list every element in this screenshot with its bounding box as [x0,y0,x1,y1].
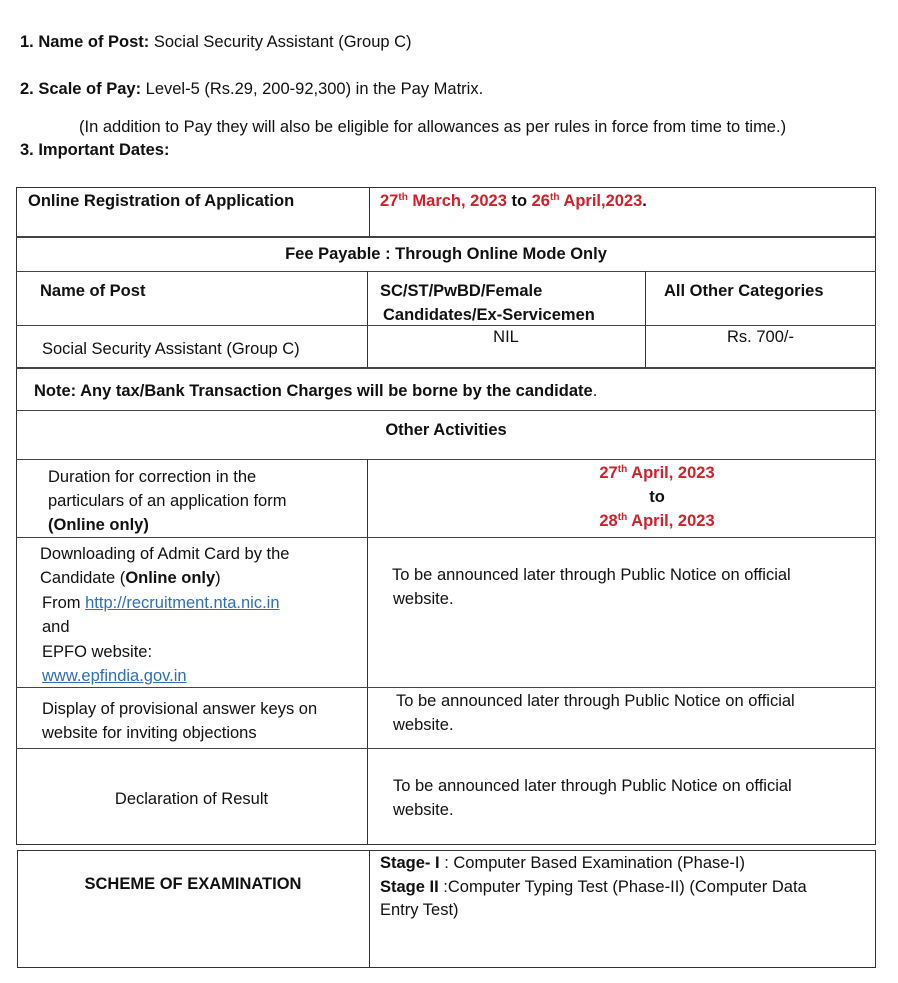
allowance-note: (In addition to Pay they will also be eligible for allowances as per rules in force from time to time.) [79,118,787,136]
fee-col-other-categories: All Other Categories [664,282,824,300]
admit-value-line2: website. [393,590,454,608]
fee-title: Fee Payable : Through Online Mode Only [285,245,607,263]
divider [16,748,876,749]
admit-label-line2 [40,566,221,590]
reg-start-day: 27 [380,192,399,210]
correction-from-day: 27 [599,464,618,482]
other-activities-title: Other Activities [385,421,507,439]
fee-col-name-of-post: Name of Post [40,282,146,300]
fee-note-text: Note: Any tax/Bank Transaction Charges will be borne by the candidate [34,382,593,400]
fee-row-others: Rs. 700/- [727,328,794,346]
admit-line2-pre: Candidate ( [40,569,126,587]
reg-connector: to [506,192,532,210]
divider [16,410,876,411]
admit-label-line3 [42,591,280,615]
registration-label: Online Registration of Application [28,192,295,210]
divider [16,687,876,688]
fee-row-reserved: NIL [493,328,519,346]
scale-of-pay-label: 2. Scale of Pay: [20,80,142,98]
admit-label-line1: Downloading of Admit Card by the [40,545,290,563]
reg-start-suffix: th [398,192,408,203]
admit-online-only: Online only [125,569,216,587]
fee-row-post: Social Security Assistant (Group C) [42,340,300,358]
correction-to-date [367,509,898,533]
scheme-label: SCHEME OF EXAMINATION [84,875,302,893]
scheme-stage2-cont: Entry Test) [380,901,459,919]
name-of-post-label: 1. Name of Post: [20,33,150,51]
divider [645,271,646,368]
registration-dates [380,189,647,213]
stage2-text: :Computer Typing Test (Phase-II) (Computer Data [438,878,807,896]
reg-end-rest: April,2023 [559,192,643,210]
correction-from-suffix: th [617,464,628,475]
correction-label-line1: Duration for correction in the [48,468,257,486]
stage1-text: : Computer Based Examination (Phase-I) [439,854,745,872]
admit-value-line1: To be announced later through Public Notice on official [392,566,791,584]
fee-note-period: . [592,382,598,400]
divider [16,271,876,272]
divider [369,187,370,237]
divider [16,367,876,369]
reg-end-period: . [642,192,647,210]
name-of-post-line [20,32,412,52]
answer-keys-value-line1: To be announced later through Public Notice on official [396,692,795,710]
fee-col-reserved-line1: SC/ST/PwBD/Female [380,282,543,300]
admit-from-text: From [42,594,86,612]
correction-from-date [367,461,898,485]
divider [16,537,876,538]
fee-note [34,379,597,403]
name-of-post-value: Social Security Assistant (Group C) [149,33,412,51]
correction-to-day: 28 [599,512,618,530]
scale-of-pay-line [20,79,483,99]
correction-label-line3: (Online only) [48,516,149,534]
answer-keys-label-line2: website for inviting objections [42,724,257,742]
reg-end-day: 26 [531,192,550,210]
reg-start-rest: March, 2023 [407,192,507,210]
scale-of-pay-value: Level-5 (Rs.29, 200-92,300) in the Pay Matrix. [141,80,484,98]
result-label: Declaration of Result [114,790,269,808]
divider [367,271,368,368]
answer-keys-label-line1: Display of provisional answer keys on [42,700,318,718]
correction-to-suffix: th [617,512,628,523]
correction-to-rest: April, 2023 [627,512,715,530]
admit-label-line4: and [42,618,70,636]
scheme-stage2 [380,875,807,899]
result-value-line1: To be announced later through Public Notice on official [393,777,792,795]
nta-recruitment-link[interactable]: http://recruitment.nta.nic.in [85,594,280,612]
divider [369,850,370,968]
admit-line2-post: ) [215,569,221,587]
reg-end-suffix: th [549,192,560,203]
important-dates-heading: 3. Important Dates: [20,141,170,159]
correction-to-word: to [649,488,665,506]
stage2-label: Stage II [380,878,439,896]
correction-label-line2: particulars of an application form [48,492,287,510]
answer-keys-value-line2: website. [393,716,454,734]
epfo-website-link[interactable]: www.epfindia.gov.in [42,667,187,685]
result-value-line2: website. [393,801,454,819]
fee-col-reserved-line2: Candidates/Ex-Servicemen [383,306,595,324]
stage1-label: Stage- I [380,854,440,872]
admit-label-line5: EPFO website: [42,643,153,661]
scheme-stage1 [380,851,745,875]
divider [16,236,876,238]
correction-from-rest: April, 2023 [627,464,715,482]
divider [16,459,876,460]
